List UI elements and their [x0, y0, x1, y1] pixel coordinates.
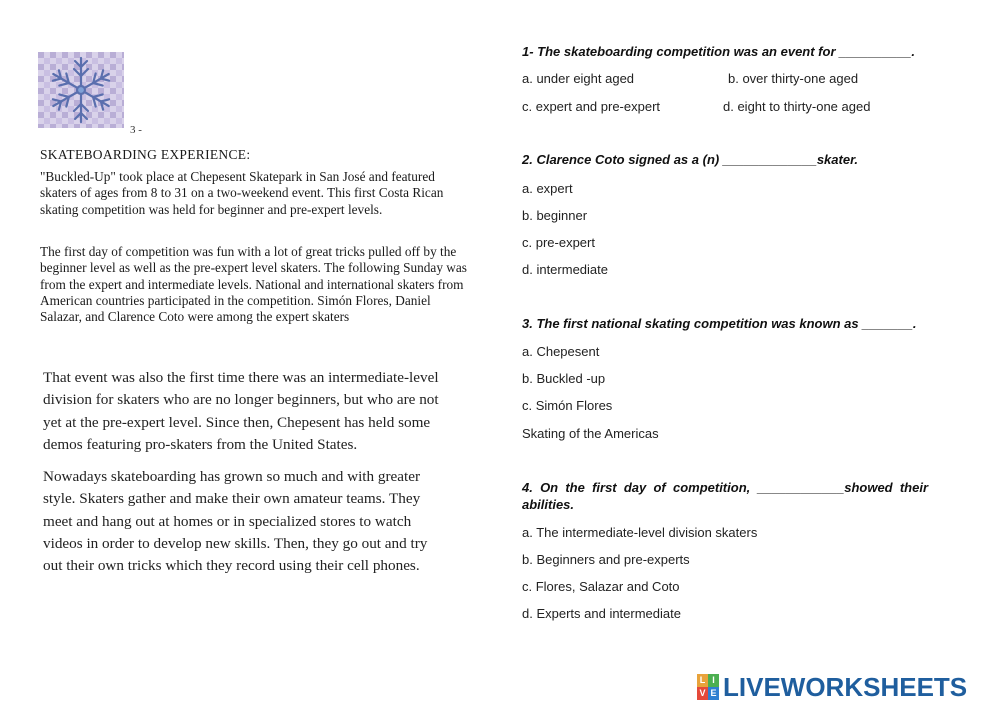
- question-4-option-d: d. Experts and intermediate: [522, 606, 681, 621]
- passage-paragraph-3: That event was also the first time there was an intermediate-level division for skaters who are no longer beginners, but who are not yet at the pre-expert level. Since then, Chepesent has held some demos featuring pro-skaters from the United States.: [43, 369, 439, 453]
- question-3-option-a: a. Chepesent: [522, 344, 600, 359]
- question-1-option-a: a. under eight aged: [522, 71, 635, 86]
- question-2-option-b: b. beginner: [522, 208, 588, 223]
- question-4-option-b: b. Beginners and pre-experts: [522, 552, 690, 567]
- question-1-option-c: c. expert and pre-expert: [522, 99, 661, 114]
- question-3-option-d: Skating of the Americas: [522, 426, 659, 441]
- logo-mark-cell: I: [708, 674, 719, 687]
- question-1-text: 1- The skateboarding competition was an event for __________.: [522, 44, 916, 59]
- passage-paragraph-4: Nowadays skateboarding has grown so much and with greater style. Skaters gather and make their own amateur teams. They meet and hang out at homes or in specialized stores to watch videos in order to develop new skills. Then, they go out and try out their own tricks which they record using their cell phones.: [43, 468, 428, 575]
- question-4-option-c: c. Flores, Salazar and Coto: [522, 579, 680, 594]
- question-3-option-c: c. Simón Flores: [522, 398, 613, 413]
- item-number: 3 -: [130, 124, 142, 136]
- logo-mark-cell: V: [697, 687, 708, 700]
- liveworksheets-logo[interactable]: [697, 672, 967, 702]
- question-1-option-b: b. over thirty-one aged: [728, 71, 859, 86]
- question-4-text-line-1: 4. On the first day of competition, ____________showed their: [522, 480, 929, 495]
- question-2-text: 2. Clarence Coto signed as a (n) _____________skater.: [522, 152, 859, 167]
- question-3-option-b: b. Buckled -up: [522, 371, 606, 386]
- question-4-option-a: a. The intermediate-level division skaters: [522, 525, 758, 540]
- question-2-option-d: d. intermediate: [522, 262, 608, 277]
- question-4-text-line-2: abilities.: [522, 497, 575, 512]
- question-1-option-d: d. eight to thirty-one aged: [723, 99, 871, 114]
- question-3-text: 3. The first national skating competition was known as _______.: [522, 316, 917, 331]
- logo-mark-cell: E: [708, 687, 719, 700]
- snowflake-image: [38, 52, 124, 128]
- question-2-option-c: c. pre-expert: [522, 235, 595, 250]
- passage-paragraph-1: "Buckled-Up" took place at Chepesent Skatepark in San José and featured skaters of ages from 8 to 31 on a two-weekend event. This first Costa Rican skating competition was held for beginner and pre-expert levels.: [40, 169, 444, 217]
- question-2-option-a: a. expert: [522, 181, 573, 196]
- passage-title: SKATEBOARDING EXPERIENCE:: [40, 147, 251, 162]
- liveworksheets-logo-icon: [697, 674, 719, 700]
- logo-mark-cell: L: [697, 674, 708, 687]
- passage-paragraph-2: The first day of competition was fun with a lot of great tricks pulled off by the beginner level as well as the pre-expert level skaters. The following Sunday was from the expert and intermediate levels. National and international skaters from American countries participated in the competition. Simón Flores, Daniel Salazar, and Clarence Coto were among the expert skaters: [40, 244, 467, 325]
- liveworksheets-logo-text: LIVEWORKSHEETS: [723, 671, 968, 702]
